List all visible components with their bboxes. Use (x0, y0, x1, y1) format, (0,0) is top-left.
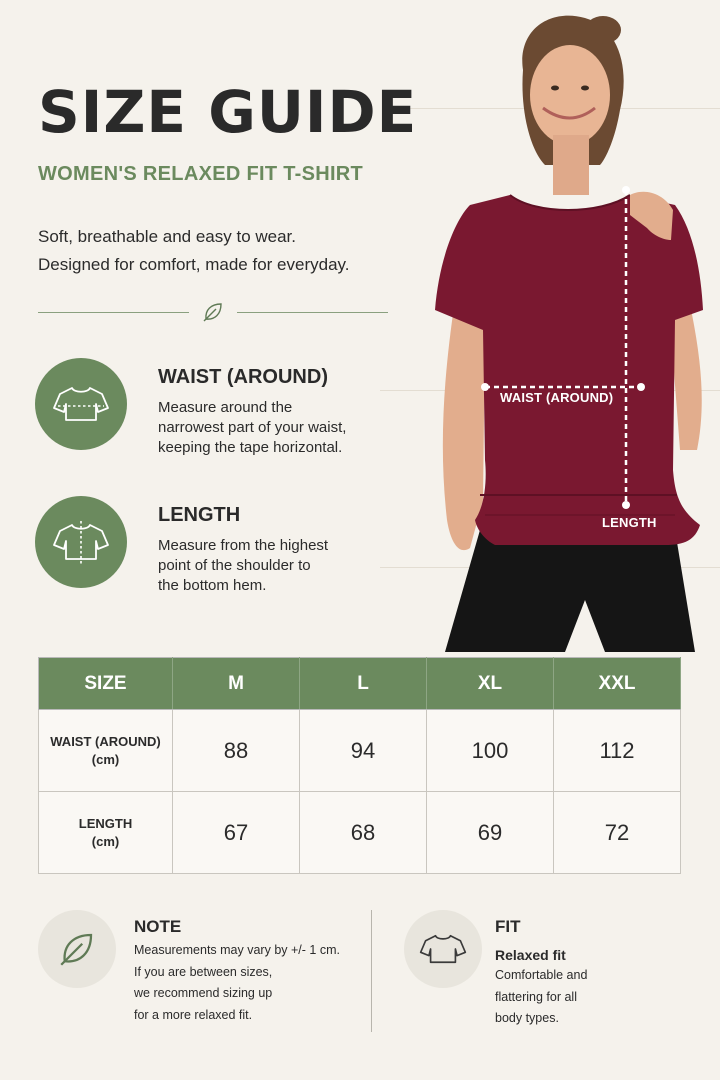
intro-line: Designed for comfort, made for everyday. (38, 255, 350, 274)
table-header-cell: SIZE (39, 658, 173, 710)
note-title: NOTE (134, 917, 182, 936)
waist-description (158, 398, 346, 458)
table-cell: 69 (427, 792, 554, 874)
table-cell: 88 (173, 710, 300, 792)
length-description (158, 536, 328, 596)
row-label (39, 792, 173, 874)
shirt-length-icon (52, 519, 110, 565)
note-line: Measurements may vary by +/- 1 cm. (134, 943, 340, 957)
fit-text (495, 965, 587, 1030)
length-label: LENGTH (602, 515, 657, 530)
divider-line (237, 312, 388, 313)
table-cell: 72 (554, 792, 681, 874)
waist-measure-block (35, 358, 415, 454)
description-line: narrowest part of your waist, (158, 419, 347, 436)
leaf-icon (201, 300, 225, 324)
shirt-waist-icon (52, 384, 110, 424)
row-label-unit: (cm) (91, 833, 120, 849)
intro-line: Soft, breathable and easy to wear. (38, 227, 297, 246)
description-line: Measure from the highest (158, 537, 329, 554)
table-header-cell: M (173, 658, 300, 710)
row-label-unit: (cm) (91, 751, 120, 767)
fit-icon-circle (404, 910, 482, 988)
model-photo (425, 0, 720, 652)
note-line: for a more relaxed fit. (134, 1007, 253, 1022)
divider-line (38, 312, 189, 313)
note-icon-circle (38, 910, 116, 988)
fit-line: flattering for all (495, 989, 577, 1004)
description-line: the bottom hem. (158, 577, 267, 594)
waist-title: WAIST (AROUND) (158, 366, 328, 388)
row-label (39, 710, 173, 792)
table-row (39, 792, 681, 874)
vertical-divider (371, 910, 372, 1032)
table-cell: 94 (300, 710, 427, 792)
table-header-row (39, 658, 681, 710)
fit-subtitle: Relaxed fit (495, 947, 566, 963)
size-table (38, 657, 681, 874)
page-subtitle: WOMEN'S RELAXED FIT T-SHIRT (38, 163, 364, 185)
fit-line: Comfortable and (495, 968, 588, 982)
note-text (134, 940, 340, 1026)
section-divider (38, 300, 388, 324)
table-cell: 68 (300, 792, 427, 874)
waist-icon-circle (35, 358, 127, 450)
length-title: LENGTH (158, 504, 241, 526)
waist-label: WAIST (AROUND) (500, 390, 614, 405)
table-cell: 112 (554, 710, 681, 792)
fit-title: FIT (495, 917, 521, 936)
table-header-cell: XL (427, 658, 554, 710)
intro-text (38, 223, 350, 279)
shirt-icon (419, 932, 467, 966)
note-line: If you are between sizes, (134, 964, 273, 979)
table-cell: 100 (427, 710, 554, 792)
row-label-text: LENGTH (78, 815, 133, 831)
table-row (39, 710, 681, 792)
page-title: SIZE GUIDE (38, 78, 418, 146)
table-header-cell: XXL (554, 658, 681, 710)
length-icon-circle (35, 496, 127, 588)
length-measure-block (35, 496, 415, 592)
model-illustration (425, 0, 720, 652)
table-header-cell: L (300, 658, 427, 710)
fit-line: body types. (495, 1011, 559, 1025)
description-line: Measure around the (158, 399, 293, 416)
description-line: point of the shoulder to (158, 557, 311, 574)
description-line: keeping the tape horizontal. (158, 439, 343, 456)
table-cell: 67 (173, 792, 300, 874)
note-line: we recommend sizing up (134, 986, 273, 1000)
leaf-icon (56, 928, 98, 970)
row-label-text: WAIST (AROUND) (50, 733, 161, 749)
